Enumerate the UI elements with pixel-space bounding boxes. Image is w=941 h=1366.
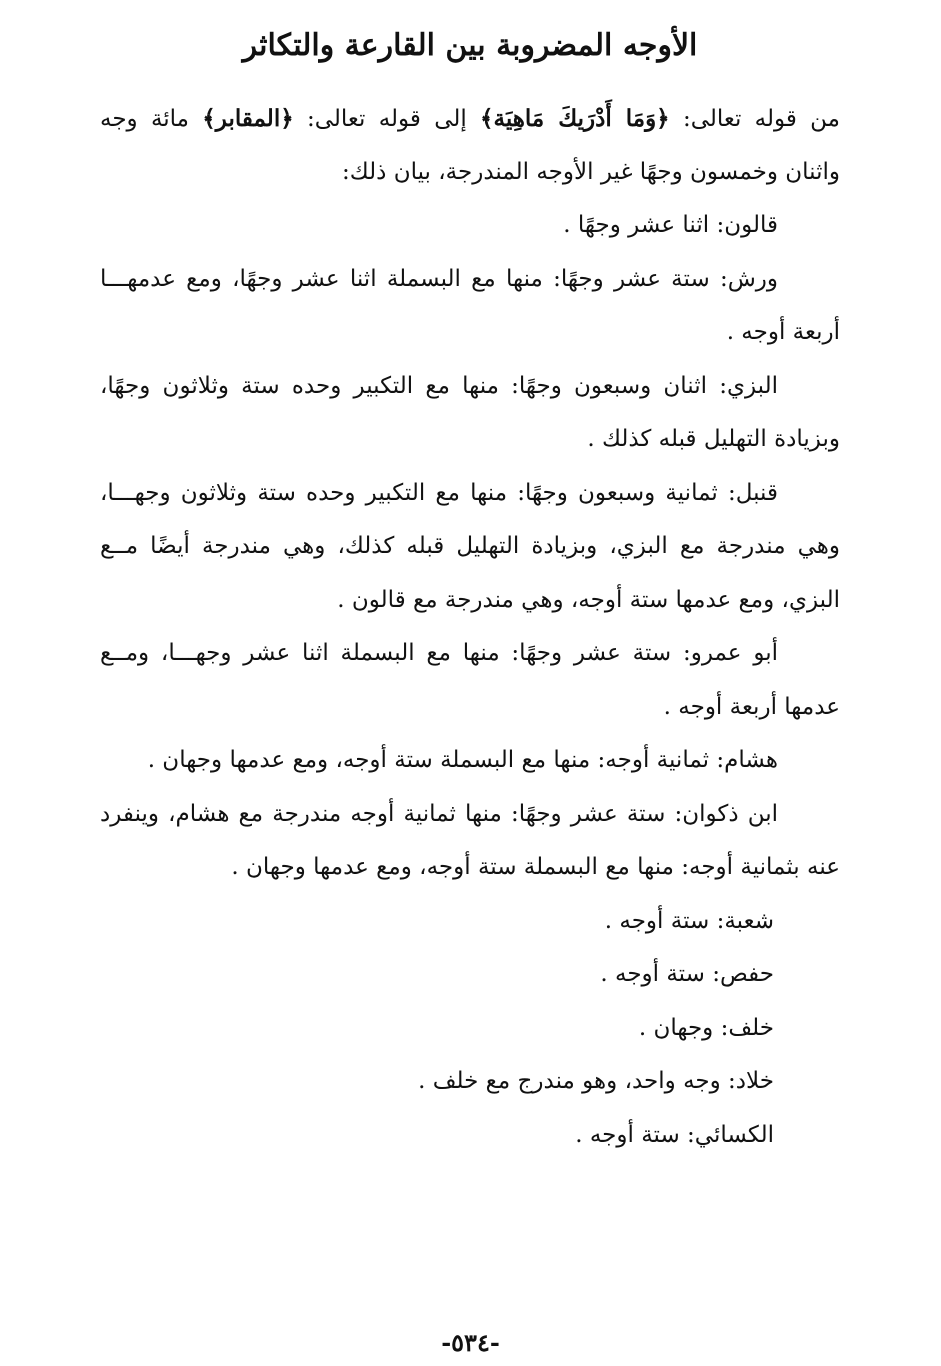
body-text xyxy=(100,92,840,1162)
page-title: الأوجه المضروبة بين القارعة والتكاثر xyxy=(242,28,698,63)
text-line-bazzi-2: وبزيادة التهليل قبله كذلك . xyxy=(587,426,840,452)
text-line-qalun: قالون: اثنا عشر وجهًا . xyxy=(563,212,778,238)
text-line-khalaf: خلف: وجهان . xyxy=(638,1014,774,1041)
text-line-warsh-2: أربعة أوجه . xyxy=(726,319,840,345)
page-number: -٥٣٤- xyxy=(441,1328,500,1357)
text-line-qunbul-1: قنبل: ثمانية وسبعون وجهًا: منها مع التكبير وحده ستة وثلاثون وجهـــا، xyxy=(100,479,778,506)
quran-quote-2: ﴿المقابر﴾ xyxy=(202,105,294,132)
text-line-ibn-dhakwan-1: ابن ذكوان: ستة عشر وجهًا: منها ثمانية أوجه مندرجة مع هشام، وينفرد xyxy=(100,800,778,827)
text-line-ibn-dhakwan-2: عنه بثمانية أوجه: منها مع البسملة ستة أوجه، ومع عدمها وجهان . xyxy=(231,854,840,880)
text-line-abu-amr-1: أبو عمرو: ستة عشر وجهًا: منها مع البسملة اثنا عشر وجهـــا، ومــع xyxy=(100,640,778,666)
intro-suffix: مائة وجه xyxy=(100,106,203,132)
quran-quote-1: ﴿وَمَا أَدْرَيكَ مَاهِيَة﴾ xyxy=(480,105,670,132)
intro-line-1 xyxy=(100,92,840,146)
text-line-abu-amr-2: عدمها أربعة أوجه . xyxy=(663,693,840,720)
text-line-shuba: شعبة: ستة أوجه . xyxy=(604,907,774,934)
text-line-qunbul-3: البزي، ومع عدمها ستة أوجه، وهي مندرجة مع قالون . xyxy=(337,586,840,613)
text-line-bazzi-1: البزي: اثنان وسبعون وجهًا: منها مع التكبير وحده ستة وثلاثون وجهًا، xyxy=(100,372,778,399)
text-line-qunbul-2: وهي مندرجة مع البزي، وبزيادة التهليل قبله كذلك، وهي مندرجة أيضًا مــع xyxy=(100,533,840,559)
text-line-khallad: خلاد: وجه واحد، وهو مندرج مع خلف . xyxy=(418,1068,774,1094)
intro-mid: إلى قوله تعالى: xyxy=(293,106,481,132)
text-line-kisai: الكسائي: ستة أوجه . xyxy=(575,1121,774,1148)
intro-line-2: واثنان وخمسون وجهًا غير الأوجه المندرجة، بيان ذلك: xyxy=(342,158,840,185)
text-line-hisham: هشام: ثمانية أوجه: منها مع البسملة ستة أوجه، ومع عدمها وجهان . xyxy=(147,747,778,773)
text-line-warsh-1: ورش: ستة عشر وجهًا: منها مع البسملة اثنا عشر وجهًا، ومع عدمهـــا xyxy=(100,265,778,292)
intro-prefix: من قوله تعالى: xyxy=(669,106,840,132)
text-line-hafs: حفص: ستة أوجه . xyxy=(600,961,774,987)
